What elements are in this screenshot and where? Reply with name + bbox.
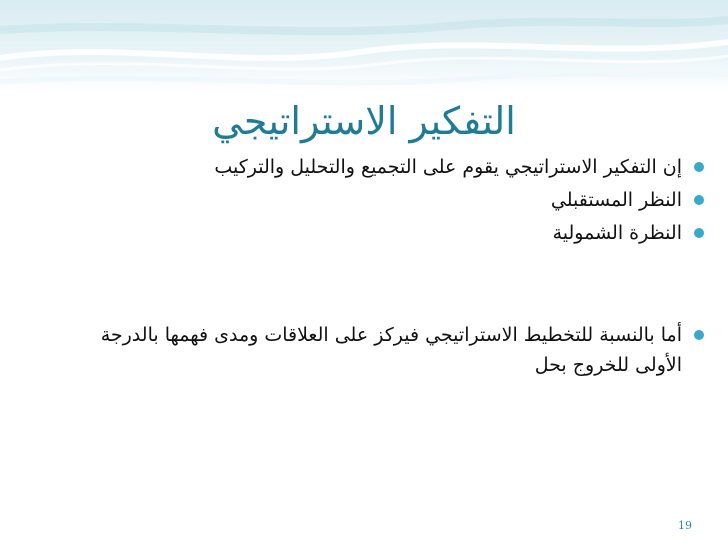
bullet-item [64,218,704,248]
bullet-dot-icon [694,162,704,172]
bullet-dot-icon [694,195,704,205]
bullet-text: أما بالنسبة للتخطيط الاستراتيجي فيركز على العلاقات ومدى فهمها بالدرجة الأولى للخروج بحل [100,324,682,376]
page-number: 19 [678,519,692,532]
wave-decoration [0,0,728,92]
bullet-list [64,152,704,383]
bullet-dot-icon [694,330,704,340]
bullet-text: النظر المستقبلي [550,189,682,211]
bullet-dot-icon [694,228,704,238]
bullet-item [64,152,704,182]
bullet-text: إن التفكير الاستراتيجي يقوم على التجميع والتحليل والتركيب [214,156,682,178]
slide-title: التفكير الاستراتيجي [212,99,516,143]
bullet-text: النظرة الشمولية [552,222,682,244]
bullet-item [64,185,704,215]
decorative-header-band [0,0,728,92]
bullet-item [64,320,704,380]
